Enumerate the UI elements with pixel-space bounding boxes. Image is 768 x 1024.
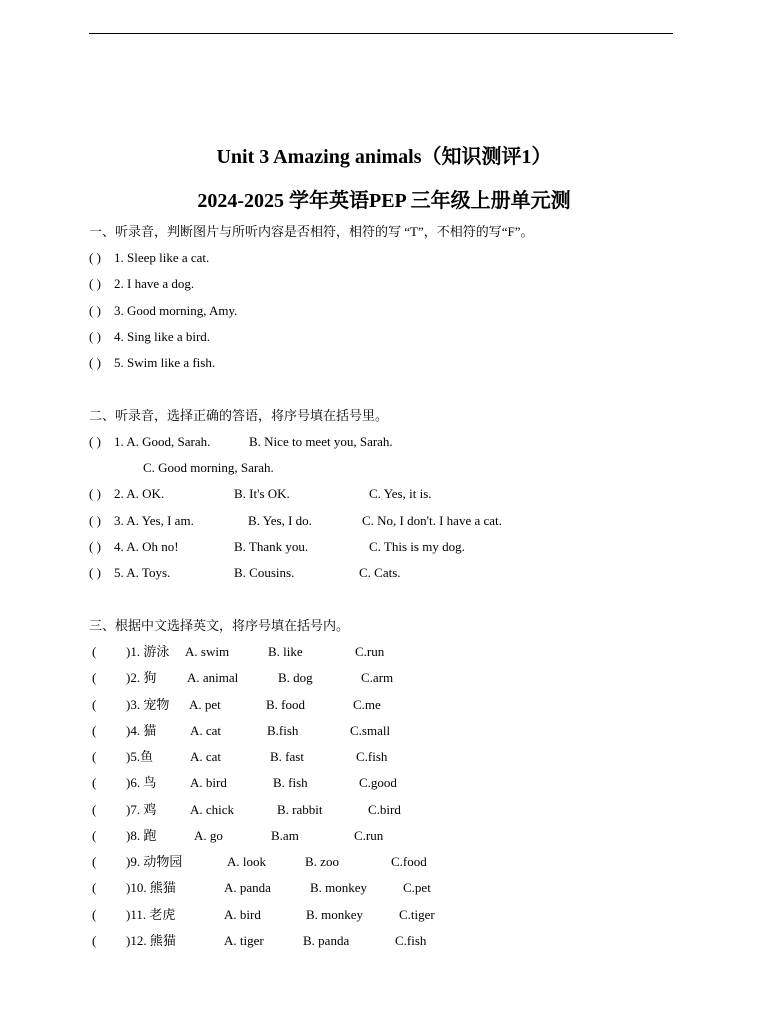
section-3-heading: 三、根据中文选择英文，将序号填在括号内。 — [89, 618, 350, 633]
item-number: )9. 动物园 — [126, 854, 183, 869]
answer-paren: ( ) — [89, 355, 101, 370]
option-a: A. chick — [190, 802, 235, 817]
option-a: 5. A. Toys. — [114, 565, 171, 580]
option-c: C.food — [391, 854, 427, 869]
option-c: C.tiger — [399, 907, 435, 922]
item-number: )11. 老虎 — [126, 907, 176, 922]
option-c: C.fish — [356, 749, 388, 764]
option-b: B. It's OK. — [234, 486, 290, 501]
answer-paren: ( ) — [89, 513, 101, 528]
item-number: )1. 游泳 — [126, 644, 170, 659]
answer-paren: ( — [92, 933, 97, 948]
option-b: B.fish — [267, 723, 299, 738]
option-c: C.run — [355, 644, 385, 659]
option-c: C.good — [359, 775, 397, 790]
option-a: A. tiger — [224, 933, 264, 948]
item-number: )10. 熊猫 — [126, 880, 176, 895]
section-1-heading: 一、听录音，判断图片与所听内容是否相符，相符的写 “T”，不相符的写“F”。 — [89, 224, 534, 239]
option-b: B. Nice to meet you, Sarah. — [249, 434, 393, 449]
answer-paren: ( — [92, 697, 97, 712]
option-a: A. go — [194, 828, 223, 843]
option-b: B. monkey — [310, 880, 368, 895]
option-b: B. Cousins. — [234, 565, 295, 580]
item-number: )4. 猫 — [126, 723, 157, 738]
option-c: C.bird — [368, 802, 401, 817]
option-a: A. cat — [190, 749, 222, 764]
answer-paren: ( — [92, 880, 97, 895]
option-a: 4. A. Oh no! — [114, 539, 179, 554]
option-a: A. swim — [185, 644, 230, 659]
answer-paren: ( ) — [89, 329, 101, 344]
answer-paren: ( ) — [89, 303, 101, 318]
option-c: C. Good morning, Sarah. — [143, 460, 274, 475]
page-subtitle: 2024-2025 学年英语PEP 三年级上册单元测 — [197, 190, 571, 212]
option-c: C. No, I don't. I have a cat. — [362, 513, 502, 528]
option-a: A. bird — [224, 907, 261, 922]
item-text: 5. Swim like a fish. — [114, 355, 216, 370]
answer-paren: ( — [92, 644, 97, 659]
answer-paren: ( ) — [89, 250, 101, 265]
answer-paren: ( ) — [89, 276, 101, 291]
option-a: A. bird — [190, 775, 227, 790]
option-c: C.run — [354, 828, 384, 843]
option-a: A. animal — [187, 670, 239, 685]
option-b: B. panda — [303, 933, 350, 948]
option-a: 3. A. Yes, I am. — [114, 513, 194, 528]
item-number: )2. 狗 — [126, 670, 157, 685]
answer-paren: ( — [92, 749, 97, 764]
option-b: B. rabbit — [277, 802, 323, 817]
option-b: B. fish — [273, 775, 308, 790]
option-b: B.am — [271, 828, 299, 843]
option-c: C.small — [350, 723, 391, 738]
option-a: A. pet — [189, 697, 221, 712]
answer-paren: ( — [92, 854, 97, 869]
option-c: C.fish — [395, 933, 427, 948]
option-c: C. Yes, it is. — [369, 486, 432, 501]
section-2-heading: 二、听录音，选择正确的答语，将序号填在括号里。 — [89, 408, 389, 423]
item-number: )8. 跑 — [126, 828, 157, 843]
option-b: B. like — [268, 644, 303, 659]
item-number: )7. 鸡 — [126, 802, 157, 817]
answer-paren: ( ) — [89, 434, 101, 449]
option-a: 2. A. OK. — [114, 486, 165, 501]
option-b: B. dog — [278, 670, 313, 685]
option-b: B. monkey — [306, 907, 364, 922]
option-b: B. Yes, I do. — [248, 513, 312, 528]
item-text: 3. Good morning, Amy. — [114, 303, 238, 318]
item-number: )5.鱼 — [126, 749, 154, 764]
option-c: C. This is my dog. — [369, 539, 465, 554]
answer-paren: ( — [92, 670, 97, 685]
item-number: )6. 鸟 — [126, 775, 157, 790]
item-number: )12. 熊猫 — [126, 933, 176, 948]
item-text: 2. I have a dog. — [114, 276, 195, 291]
option-a: A. panda — [224, 880, 271, 895]
page-title: Unit 3 Amazing animals（知识测评1） — [216, 146, 552, 168]
answer-paren: ( — [92, 828, 97, 843]
item-text: 1. Sleep like a cat. — [114, 250, 210, 265]
option-b: B. Thank you. — [234, 539, 309, 554]
option-c: C.arm — [361, 670, 394, 685]
option-b: B. food — [266, 697, 305, 712]
item-number: )3. 宠物 — [126, 697, 170, 712]
option-c: C. Cats. — [359, 565, 401, 580]
answer-paren: ( ) — [89, 486, 101, 501]
answer-paren: ( — [92, 802, 97, 817]
option-b: B. zoo — [305, 854, 339, 869]
answer-paren: ( — [92, 907, 97, 922]
option-c: C.pet — [403, 880, 431, 895]
answer-paren: ( ) — [89, 539, 101, 554]
option-a: A. cat — [190, 723, 222, 738]
header-rule — [89, 33, 673, 34]
option-c: C.me — [353, 697, 381, 712]
answer-paren: ( ) — [89, 565, 101, 580]
answer-paren: ( — [92, 775, 97, 790]
option-b: B. fast — [270, 749, 304, 764]
option-a: 1. A. Good, Sarah. — [114, 434, 211, 449]
answer-paren: ( — [92, 723, 97, 738]
item-text: 4. Sing like a bird. — [114, 329, 211, 344]
option-a: A. look — [227, 854, 266, 869]
